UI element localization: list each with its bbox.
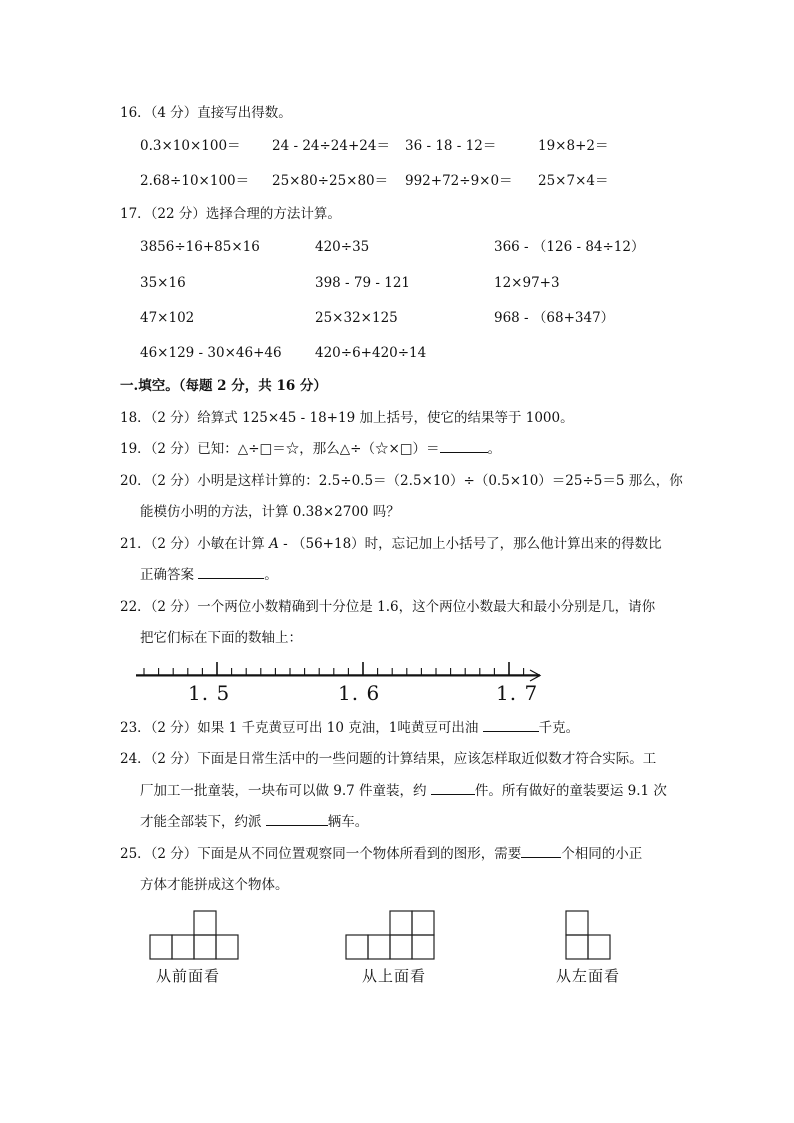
q23-unit: 千克。 [538,720,580,736]
q16-item: 25×7×4＝ [538,173,609,189]
top-view-cube [346,935,368,959]
q24-text: 才能全部装下，约派 [140,814,266,830]
q24-line1: 24．（2 分）下面是日常生活中的一些问题的计算结果，应该怎样取近似数才符合实际。工 [120,751,657,767]
q17-item: 47×102 [140,310,195,326]
q16-item: 19×8+2＝ [538,138,609,154]
q16-item: 2.68÷10×100＝ [140,173,250,189]
q21-variable: A [269,536,279,552]
q17-item: 366 - （126 - 84÷12） [494,239,645,255]
q24-line3 [140,813,368,831]
q17-item: 420÷35 [315,239,370,255]
front-view-cube [216,935,238,959]
q21-end: 。 [264,567,278,583]
q25-line1 [120,845,642,863]
top-view-cube [412,911,434,935]
front-view-diagram [148,909,244,961]
q24-text-cont: 件。所有做好的童装要运 9.1 次 [474,783,667,799]
cube-views [136,903,636,1003]
answer-blank[interactable] [431,782,475,795]
q16-item: 25×80÷25×80＝ [272,173,389,189]
answer-blank[interactable] [521,845,561,858]
answer-blank[interactable] [266,813,328,826]
q21-text: 21．（2 分）小敏在计算 [120,536,270,552]
q20-line1: 20．（2 分）小明是这样计算的：2.5÷0.5＝（2.5×10）÷（0.5×10）＝25÷5＝5 那么，你 [120,473,683,489]
q25-text-cont: 个相同的小正 [561,846,643,862]
q23-prompt: 23．（2 分）如果 1 千克黄豆可出 10 克油，1吨黄豆可出油 [120,720,483,736]
left-view-cube [566,911,588,935]
q18-text: 18．（2 分）给算式 125×45 - 18+19 加上括号，使它的结果等于 1000。 [120,410,574,426]
axis-label: 1. 6 [338,681,381,705]
q17-item: 3856÷16+85×16 [140,239,260,255]
front-view-cube [172,935,194,959]
answer-blank[interactable] [440,440,488,453]
left-view-diagram [564,909,616,961]
axis-label: 1. 7 [496,681,539,705]
q25-line2: 方体才能拼成这个物体。 [140,877,289,893]
q16-item: 992+72÷9×0＝ [405,173,513,189]
q22-line1: 22．（2 分）一个两位小数精确到十分位是 1.6，这个两位小数最大和最小分别是几，请你 [120,599,656,615]
q16-title: 16．（4 分）直接写出得数。 [120,105,292,121]
answer-blank[interactable] [198,566,264,579]
q17-item: 12×97+3 [494,275,560,291]
top-view-cube [368,935,390,959]
q24-text: 厂加工一批童装，一块布可以做 9.7 件童装，约 [140,783,431,799]
front-view-cube [194,935,216,959]
q16-item: 36 - 18 - 12＝ [405,138,497,154]
axis-label: 1. 5 [188,681,231,705]
q21-line1 [120,535,662,553]
q17-item: 398 - 79 - 121 [315,275,411,291]
answer-blank[interactable] [483,719,539,732]
front-view-cube [194,911,216,935]
q17-item: 968 - （68+347） [494,310,615,326]
q21-text: 正确答案 [140,567,199,583]
front-view-cube [150,935,172,959]
q17-item: 46×129 - 30×46+46 [140,345,282,361]
q21-line2 [140,566,278,584]
q17-title: 17．（22 分）选择合理的方法计算。 [120,206,341,222]
q23-text [120,719,579,737]
number-line [136,656,542,706]
q19-end: 。 [487,441,502,457]
front-view-caption: 从前面看 [156,967,221,985]
left-view-cube [588,935,610,959]
section-heading: 一.填空。（每题 2 分，共 16 分） [120,378,327,394]
top-view-cube [390,935,412,959]
top-view-cube [390,911,412,935]
q17-item: 25×32×125 [315,310,398,326]
q21-text-cont: - （56+18）时，忘记加上小括号了，那么他计算出来的得数比 [278,536,662,552]
q22-line2: 把它们标在下面的数轴上： [140,630,302,646]
q25-text: 25．（2 分）下面是从不同位置观察同一个物体所看到的图形，需要 [120,846,522,862]
q19-prompt: 19．（2 分）已知：△÷□＝☆，那么△÷（☆×□）＝ [120,441,440,457]
q20-line2: 能模仿小明的方法，计算 0.38×2700 吗？ [140,504,400,520]
q16-item: 0.3×10×100＝ [140,138,241,154]
left-view-cube [566,935,588,959]
q17-item: 420÷6+420÷14 [315,345,427,361]
q19-text [120,440,501,458]
q17-item: 35×16 [140,275,186,291]
top-view-cube [412,935,434,959]
q16-item: 24 - 24÷24+24＝ [272,138,390,154]
top-view-caption: 从上面看 [362,967,427,985]
q24-unit: 辆车。 [327,814,369,830]
top-view-diagram [344,909,440,961]
q24-line2 [140,782,667,800]
left-view-caption: 从左面看 [556,967,621,985]
